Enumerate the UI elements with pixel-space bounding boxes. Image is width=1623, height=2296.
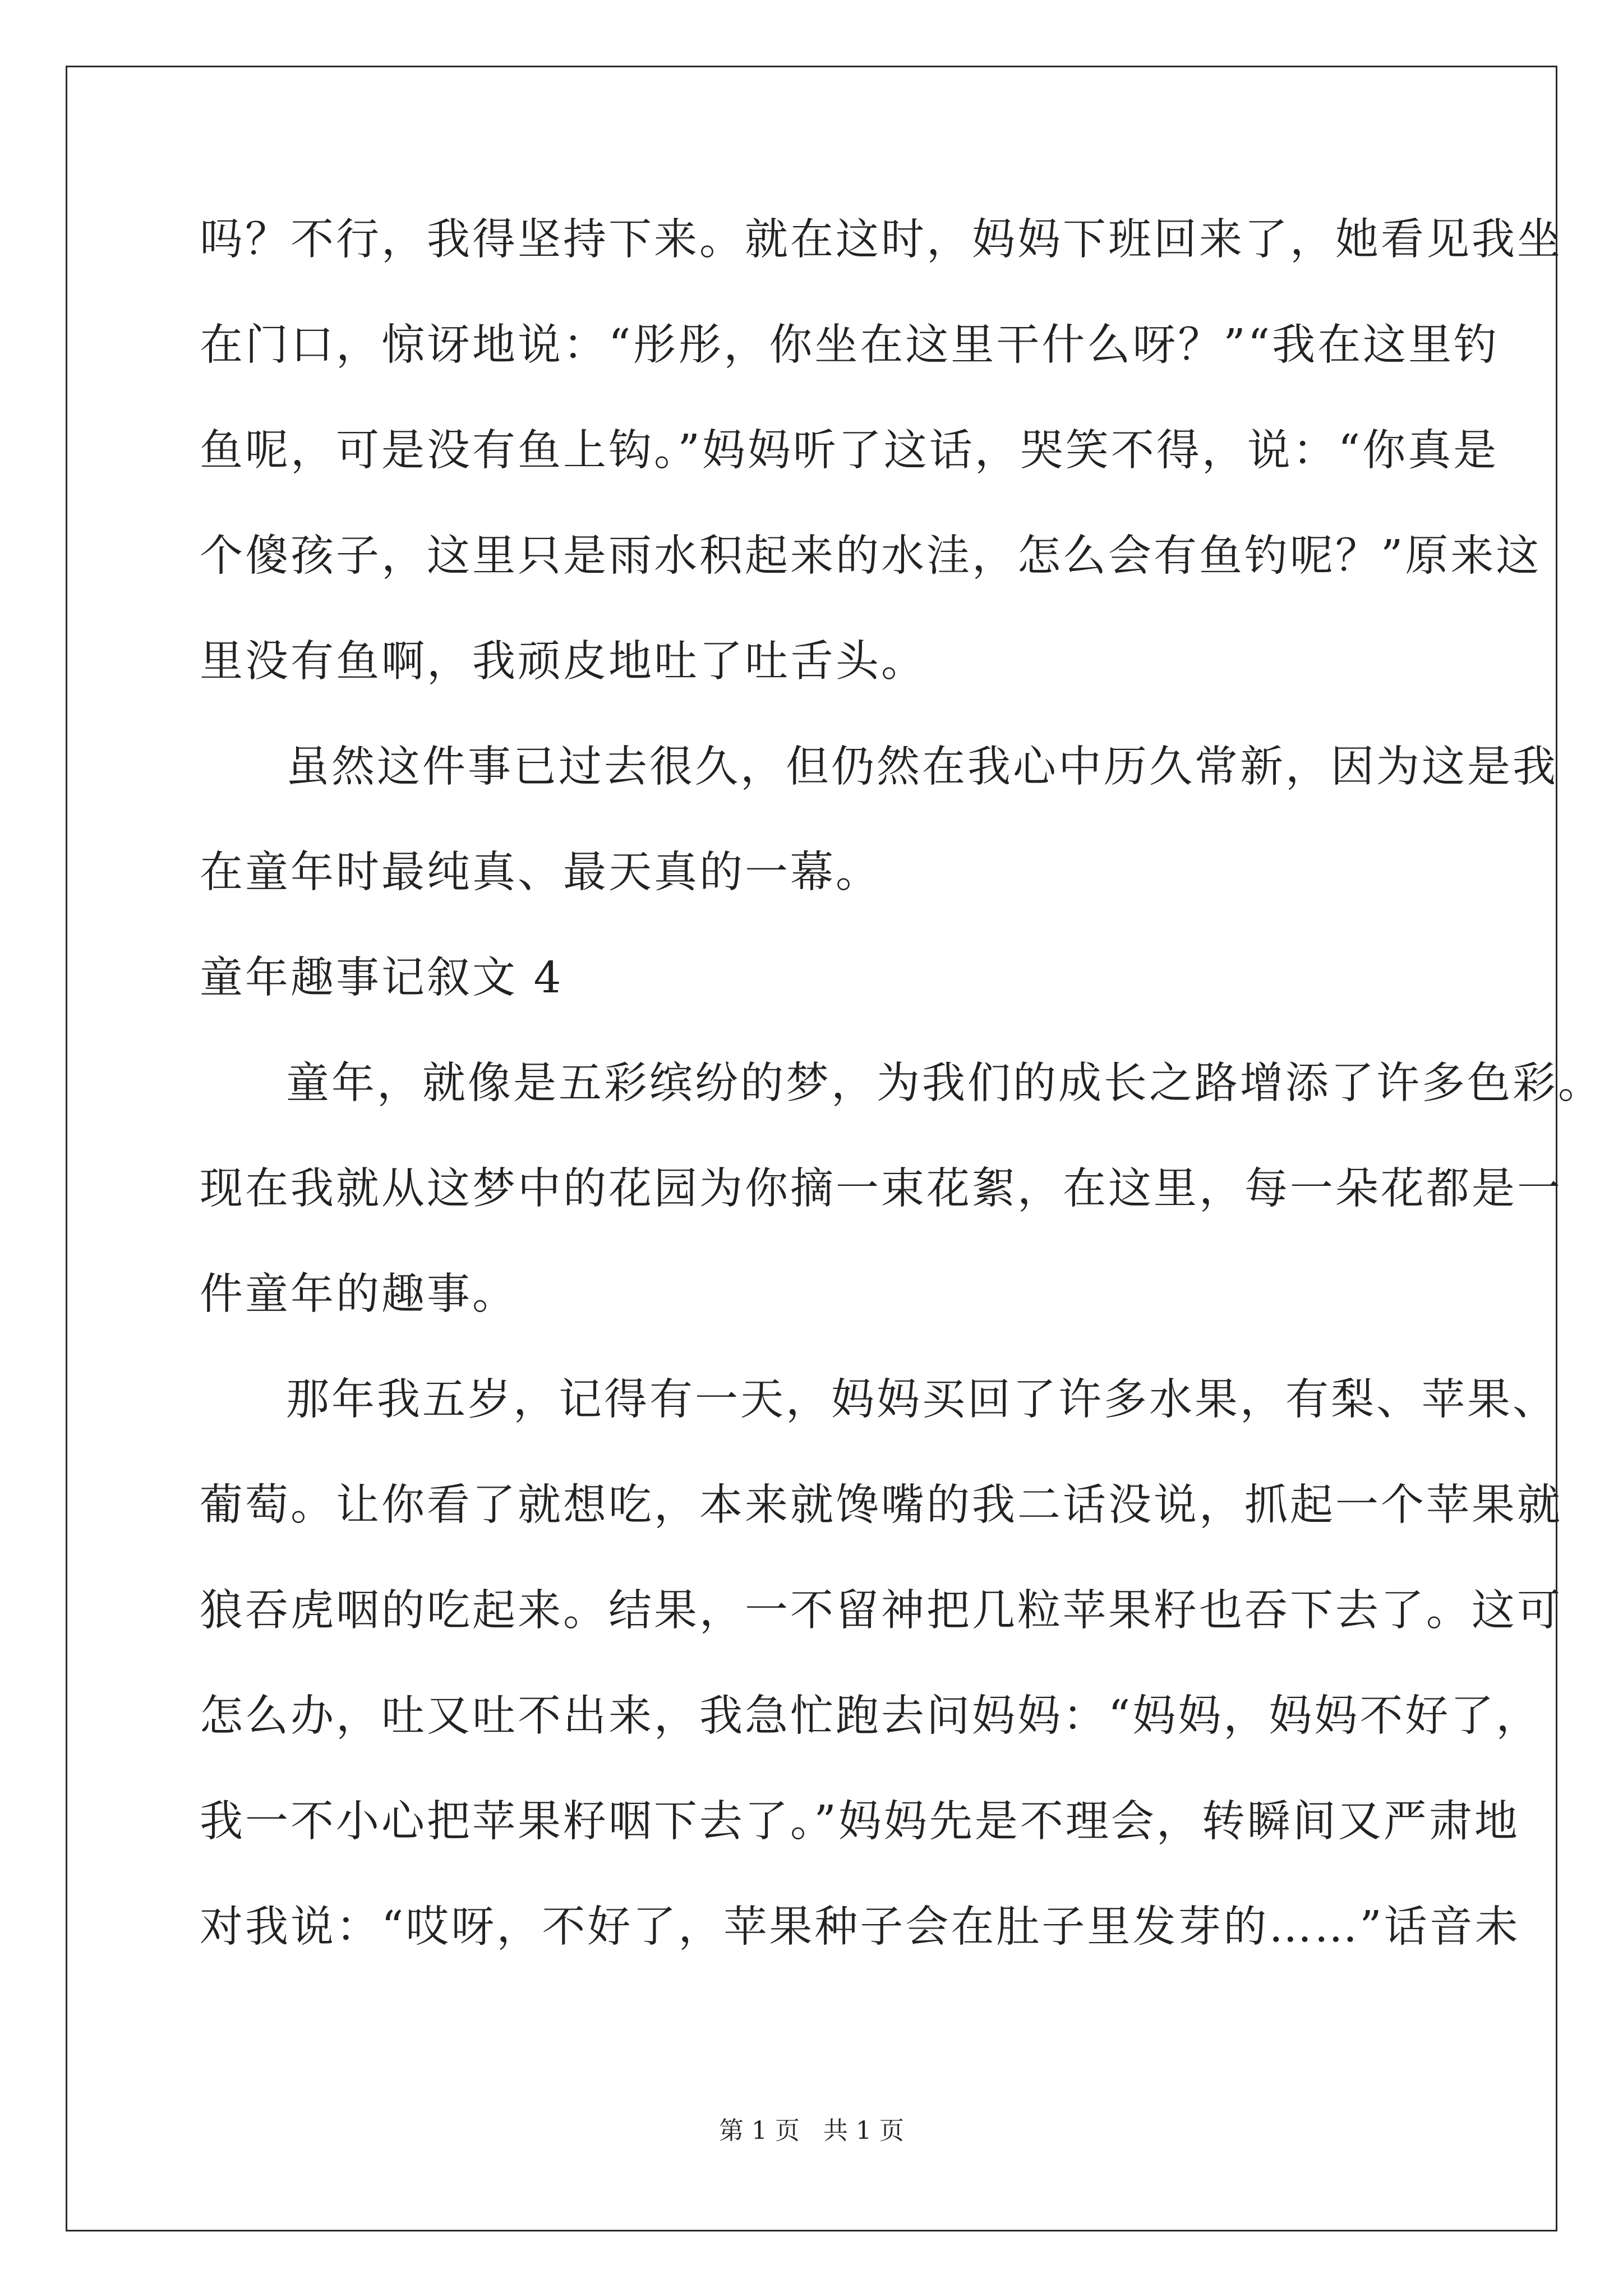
- text-line: 件童年的趣事。: [200, 1269, 518, 1319]
- text-line: 吗？不行，我得坚持下来。就在这时，妈妈下班回来了，她看见我坐: [200, 215, 1562, 265]
- text-line: 那年我五岁，记得有一天，妈妈买回了许多水果，有梨、苹果、: [286, 1375, 1558, 1425]
- paragraph: [200, 1373, 1562, 1954]
- text-line: 个傻孩子，这里只是雨水积起来的水洼，怎么会有鱼钓呢？”原来这: [200, 531, 1542, 581]
- page-footer: 第 1 页 共 1 页: [719, 2116, 904, 2145]
- section-heading: [200, 951, 1450, 1005]
- text-line: 鱼呢，可是没有鱼上钩。”妈妈听了这话，哭笑不得，说：“你真是: [200, 426, 1499, 476]
- text-line: 虽然这件事已过去很久，但仍然在我心中历久常新，因为这是我: [286, 742, 1558, 792]
- paragraph: [200, 1057, 1603, 1321]
- text-line: 现在我就从这梦中的花园为你摘一束花絮，在这里，每一朵花都是一: [200, 1164, 1562, 1214]
- text-line: 里没有鱼啊，我顽皮地吐了吐舌头。: [200, 637, 926, 687]
- text-line: 怎么办，吐又吐不出来，我急忙跑去问妈妈：“妈妈，妈妈不好了，: [200, 1691, 1542, 1741]
- heading-text: 童年趣事记叙文 4: [200, 953, 564, 1003]
- text-line: 在门口，惊讶地说：“彤彤，你坐在这里干什么呀？”“我在这里钓: [200, 320, 1500, 370]
- paragraph: [200, 740, 1558, 899]
- paragraph: [200, 213, 1562, 688]
- text-line: 葡萄。让你看了就想吃，本来就馋嘴的我二话没说，抓起一个苹果就: [200, 1480, 1562, 1530]
- document-body: [200, 213, 1603, 1954]
- text-line: 狼吞虎咽的吃起来。结果，一不留神把几粒苹果籽也吞下去了。这可: [200, 1586, 1562, 1636]
- text-line: 在童年时最纯真、最天真的一幕。: [200, 848, 881, 898]
- text-line: 童年，就像是五彩缤纷的梦，为我们的成长之路增添了许多色彩。: [286, 1059, 1603, 1108]
- text-line: 我一不小心把苹果籽咽下去了。”妈妈先是不理会，转瞬间又严肃地: [200, 1797, 1520, 1847]
- text-line: 对我说：“哎呀，不好了，苹果种子会在肚子里发芽的……”话音未: [200, 1902, 1520, 1952]
